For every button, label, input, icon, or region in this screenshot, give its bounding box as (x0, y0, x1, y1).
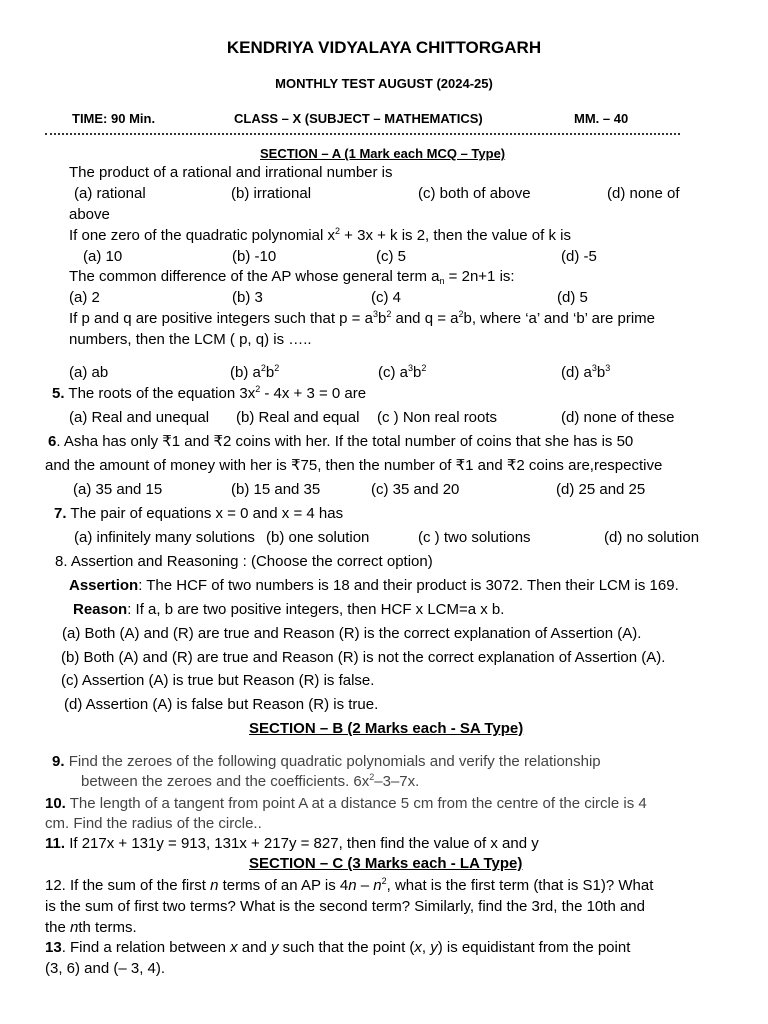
q3-option-b: (b) 3 (232, 289, 263, 306)
section-b-title: SECTION – B (2 Marks each - SA Type) (249, 720, 524, 737)
q1-text: The product of a rational and irrational number is (69, 164, 393, 181)
test-title: MONTHLY TEST AUGUST (2024-25) (275, 76, 493, 91)
q4-option-c: (c) $a^3b^2$ (378, 363, 427, 381)
school-name: KENDRIYA VIDYALAYA CHITTORGARH (226, 38, 542, 57)
q3-option-d: (d) 5 (557, 289, 588, 306)
q8-text: 8. Assertion and Reasoning : (Choose the correct option) (55, 553, 433, 570)
q12-text-line3: the nth terms. (45, 919, 137, 936)
q1-option-a: (a) rational (74, 185, 146, 202)
q4-text-line1: If p and q are positive integers such that $p = a^3b^2$ and $q = a^2b$, where ‘a’ and ‘b’ are prime (69, 309, 655, 327)
q3-option-c: (c) 4 (371, 289, 401, 306)
q4-option-a: (a) ab (69, 364, 109, 381)
q2-option-a: (a) 10 (83, 248, 123, 265)
q11-text: 11. If 217x + 131y = 913, 131x + 217y = 827, then find the value of x and y (45, 835, 539, 852)
q6-text-line2: and the amount of money with her is ₹75, then the number of ₹1 and ₹2 coins are,respective (45, 457, 663, 474)
dotted-divider (45, 133, 680, 138)
time-label: TIME: 90 Min. (72, 111, 156, 126)
q7-text: 7. The pair of equations x = 0 and x = 4 has (54, 505, 344, 522)
q7-option-a: (a) infinitely many solutions (74, 529, 255, 546)
q6-option-c: (c) 35 and 20 (371, 481, 460, 498)
q8-option-d: (d) Assertion (A) is false but Reason (R) is true. (64, 696, 379, 713)
q12-text-line2: is the sum of first two terms? What is the second term? Similarly, find the 3rd, the 10th and (45, 898, 645, 915)
q1-option-d: (d) none of (607, 185, 680, 202)
q6-option-b: (b) 15 and 35 (231, 481, 321, 498)
q4-option-d: (d) $a^3b^3$ (561, 363, 611, 381)
q3-option-a: (a) 2 (69, 289, 100, 306)
q2-option-d: (d) -5 (561, 248, 597, 265)
q5-option-a: (a) Real and unequal (69, 409, 210, 426)
q13-text-line2: (3, 6) and (– 3, 4). (45, 960, 166, 977)
q5-option-d: (d) none of these (561, 409, 675, 426)
class-subject-label: CLASS – X (SUBJECT – MATHEMATICS) (234, 111, 483, 126)
q6-text-line1: 6. Asha has only ₹1 and ₹2 coins with her. If the total number of coins that she has is 50 (48, 433, 634, 450)
q10-text-line1: 10. The length of a tangent from point A at a distance 5 cm from the centre of the circle is 4 (45, 795, 647, 812)
q12-text-line1: 12. If the sum of the first n terms of an AP is $4n - n^2$, what is the first term (that is S1)? What (45, 876, 654, 894)
q2-text: If one zero of the quadratic polynomial $x^2 + 3x + k$ is 2, then the value of k is (69, 226, 571, 244)
q13-text-line1: 13. Find a relation between x and y such that the point (x, y) is equidistant from the point (45, 939, 631, 956)
q5-option-c: (c ) Non real roots (377, 409, 498, 426)
q8-option-c: (c) Assertion (A) is true but Reason (R) is false. (61, 672, 375, 689)
q6-option-d: (d) 25 and 25 (556, 481, 646, 498)
q8-option-a: (a) Both (A) and (R) are true and Reason (R) is the correct explanation of Assertion (A). (62, 625, 642, 642)
q7-option-c: (c ) two solutions (418, 529, 531, 546)
q2-option-c: (c) 5 (376, 248, 406, 265)
section-c-title: SECTION – C (3 Marks each - LA Type) (249, 855, 523, 872)
q1-option-c: (c) both of above (418, 185, 531, 202)
q1-option-d-continued: above (69, 206, 110, 223)
q2-option-b: (b) -10 (232, 248, 277, 265)
q7-option-b: (b) one solution (266, 529, 370, 546)
q8-assertion: Assertion: The HCF of two numbers is 18 and their product is 3072. Then their LCM is 169. (69, 577, 679, 594)
max-marks-label: MM. – 40 (574, 111, 629, 126)
q9-text-line2: between the zeroes and the coefficients. $6x^2-3-7x$. (81, 772, 420, 790)
q9-text-line1: 9. Find the zeroes of the following quadratic polynomials and verify the relationship (52, 753, 601, 770)
q5-option-b: (b) Real and equal (236, 409, 360, 426)
q8-option-b: (b) Both (A) and (R) are true and Reason (R) is not the correct explanation of Assertion (A). (61, 649, 666, 666)
q5-text: 5. The roots of the equation $3x^2 - 4x + 3 = 0$ are (52, 384, 367, 402)
q7-option-d: (d) no solution (604, 529, 700, 546)
q4-text-line2: numbers, then the LCM ( p, q) is ….. (69, 331, 312, 348)
q6-option-a: (a) 35 and 15 (73, 481, 163, 498)
section-a-title: SECTION – A (1 Mark each MCQ – Type) (260, 146, 506, 161)
q8-reason: Reason: If a, b are two positive integers, then HCF x LCM=a x b. (73, 601, 505, 618)
q10-text-line2: cm. Find the radius of the circle.. (45, 815, 262, 832)
q1-option-b: (b) irrational (231, 185, 312, 202)
q4-option-b: (b) $a^2b^2$ (230, 363, 280, 381)
q3-text: The common difference of the AP whose general term $a_n = 2n+1$ is: (69, 268, 515, 286)
